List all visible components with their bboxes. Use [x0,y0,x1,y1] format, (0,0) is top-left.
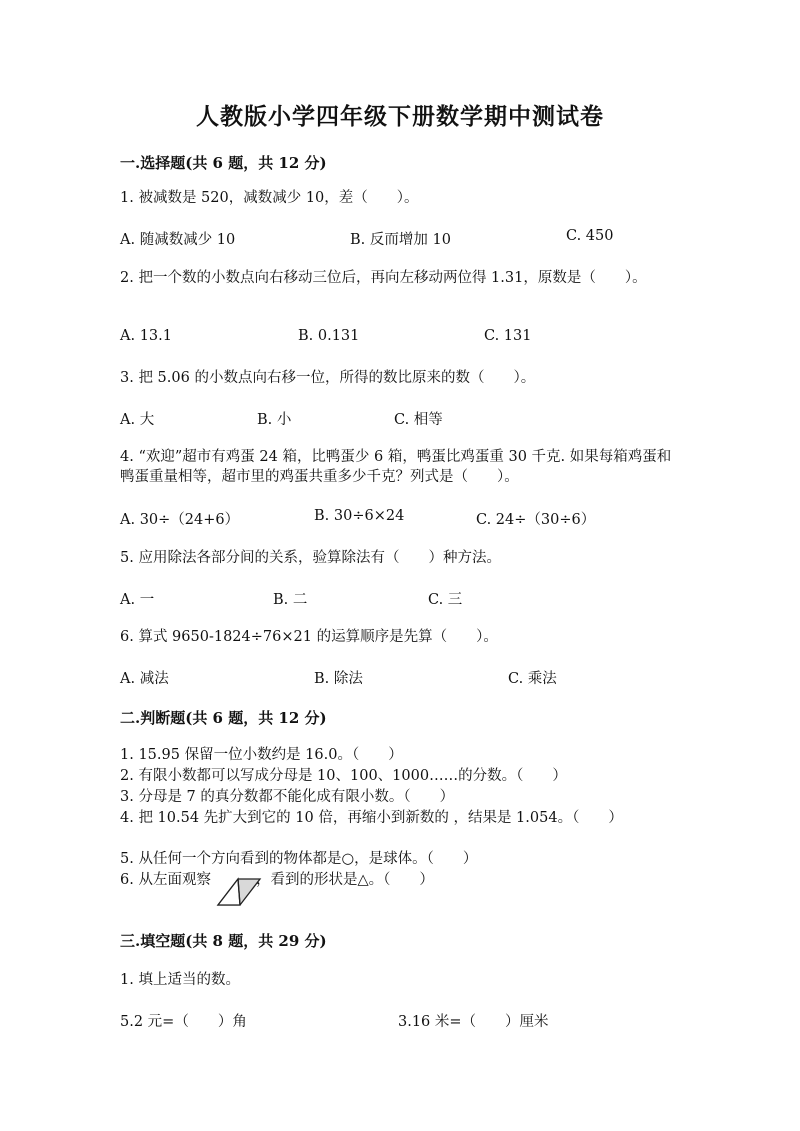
option-1-2-a: A. 13.1 [120,328,172,344]
option-1-2-c: C. 131 [484,328,532,344]
question-2-1: 1. 15.95 保留一位小数约是 16.0。（ ） [120,747,403,763]
option-1-1-c: C. 450 [566,228,614,244]
page-title: 人教版小学四年级下册数学期中测试卷 [196,103,604,130]
section-heading-judgement: 二.判断题(共 6 题，共 12 分) [120,709,327,727]
question-2-6-before: 6. 从左面观察 [120,872,211,888]
question-2-6-after: ，看到的形状是△。（ ） [256,872,434,888]
option-1-6-a: A. 减法 [120,671,169,687]
question-1-2: 2. 把一个数的小数点向右移动三位后，再向左移动两位得 1.31，原数是（ ）。 [120,270,647,286]
option-1-3-a: A. 大 [120,412,155,428]
question-1-6: 6. 算式 9650-1824÷76×21 的运算顺序是先算（ ）。 [120,629,498,645]
question-3-1: 1. 填上适当的数。 [120,972,240,988]
fill-blank-2: 3.16 米=（ ）厘米 [398,1014,549,1030]
question-1-4: 4. “欢迎”超市有鸡蛋 24 箱，比鸭蛋少 6 箱，鸭蛋比鸡蛋重 30 千克. 如果每箱鸡蛋和鸭蛋重量相等，超市里的鸡蛋共重多少千克？列式是（ ）。 [120,449,672,485]
section-heading-choice: 一.选择题(共 6 题，共 12 分) [120,154,327,172]
option-1-3-c: C. 相等 [394,412,443,428]
option-1-3-b: B. 小 [257,412,292,428]
section-heading-fill-blank: 三.填空题(共 8 题，共 29 分) [120,932,327,950]
question-2-3: 3. 分母是 7 的真分数都不能化成有限小数。（ ） [120,789,455,805]
question-2-2: 2. 有限小数都可以写成分母是 10、100、1000……的分数。（ ） [120,768,567,784]
option-1-4-b: B. 30÷6×24 [314,508,405,524]
question-1-5: 5. 应用除法各部分间的关系，验算除法有（ ）种方法。 [120,550,501,566]
option-1-5-c: C. 三 [428,592,463,608]
question-1-1: 1. 被减数是 520，减数减少 10，差（ ）。 [120,190,419,206]
question-2-4: 4. 把 10.54 先扩大到它的 10 倍，再缩小到新数的 ，结果是 1.054。（ ） [120,810,623,826]
option-1-4-a: A. 30÷（24+6） [120,512,240,528]
question-2-5: 5. 从任何一个方向看到的物体都是○，是球体。（ ） [120,851,478,867]
option-1-1-a: A. 随减数减少 10 [120,232,236,248]
option-1-1-b: B. 反而增加 10 [350,232,451,248]
question-1-3: 3. 把 5.06 的小数点向右移一位，所得的数比原来的数（ ）。 [120,370,536,386]
option-1-6-b: B. 除法 [314,671,363,687]
option-1-5-b: B. 二 [273,592,308,608]
option-1-4-c: C. 24÷（30÷6） [476,512,596,528]
option-1-2-b: B. 0.131 [298,328,360,344]
option-1-6-c: C. 乘法 [508,671,557,687]
fill-blank-1: 5.2 元=（ ）角 [120,1014,247,1030]
option-1-5-a: A. 一 [120,592,155,608]
